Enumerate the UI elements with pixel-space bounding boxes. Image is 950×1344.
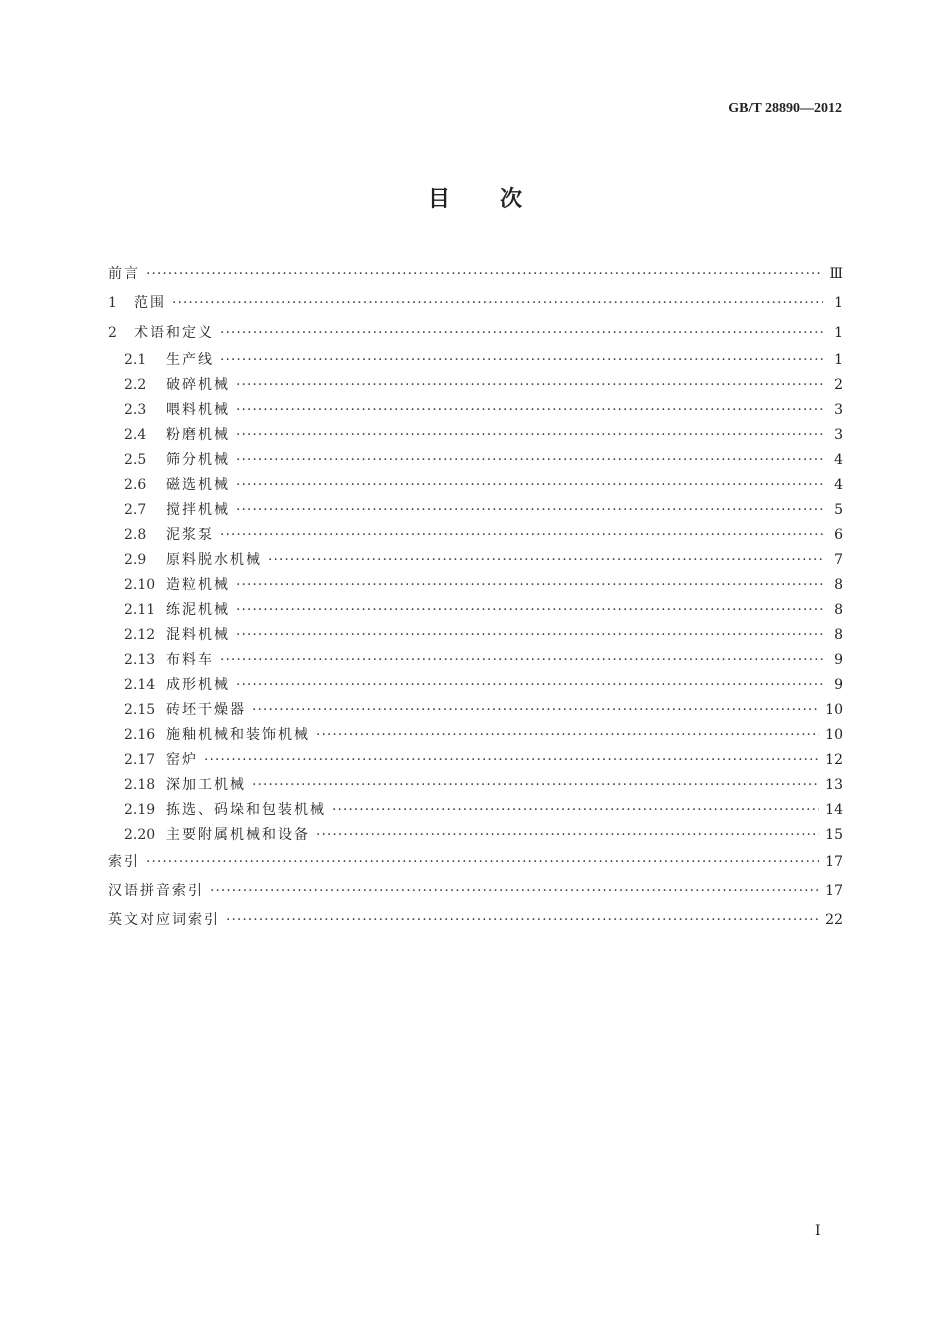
- dot-leader: [220, 648, 823, 673]
- toc-entry-number: 2.3: [124, 401, 147, 418]
- standard-number: GB/T 28890—2012: [728, 101, 842, 116]
- toc-entry[interactable]: [108, 548, 843, 573]
- toc-entry[interactable]: [108, 289, 843, 318]
- toc-entry-label: 搅拌机械: [166, 501, 230, 518]
- dot-leader: [146, 260, 823, 289]
- dot-leader: [252, 773, 819, 798]
- toc-entry-label: 原料脱水机械: [166, 551, 262, 568]
- toc-entry-page: Ⅲ: [829, 266, 843, 282]
- toc-entry[interactable]: [108, 260, 843, 289]
- toc-entry-label: 范围: [134, 295, 166, 312]
- toc-entry-label: 磁选机械: [166, 476, 230, 493]
- toc-entry-page: 5: [834, 501, 843, 518]
- toc-entry-page: 1: [834, 295, 843, 312]
- toc-entry-label: 索引: [108, 853, 140, 870]
- toc-entry-page: 8: [834, 576, 843, 593]
- toc-entry[interactable]: [108, 473, 843, 498]
- toc-entry-label: 生产线: [166, 351, 214, 368]
- toc-entry[interactable]: [108, 823, 843, 848]
- toc-entry-page: 3: [834, 426, 843, 443]
- toc-entry-number: 2.18: [124, 776, 156, 793]
- toc-entry-number: 2.5: [124, 451, 147, 468]
- toc-entry[interactable]: [108, 319, 843, 348]
- toc-entry-number: 2.19: [124, 801, 156, 818]
- toc-entry[interactable]: [108, 906, 843, 935]
- dot-leader: [316, 723, 819, 748]
- toc-entry-page: 9: [834, 676, 843, 693]
- toc-entry-label: 施釉机械和装饰机械: [166, 726, 310, 743]
- dot-leader: [236, 373, 823, 398]
- toc-entry-page: 10: [825, 726, 843, 743]
- dot-leader: [236, 473, 823, 498]
- toc-entry-number: 2.4: [124, 426, 147, 443]
- toc-entry[interactable]: [108, 448, 843, 473]
- toc-entry[interactable]: [108, 748, 843, 773]
- toc-entry-page: 9: [834, 651, 843, 668]
- dot-leader: [204, 748, 819, 773]
- toc-entry-label: 砖坯干燥器: [166, 701, 246, 718]
- page-title: 目次: [427, 186, 572, 212]
- toc-entry-label: 汉语拼音索引: [108, 883, 204, 900]
- dot-leader: [220, 523, 823, 548]
- toc-entry-label: 混料机械: [166, 626, 230, 643]
- toc-entry-number: 2.15: [124, 701, 156, 718]
- toc-entry[interactable]: [108, 523, 843, 548]
- toc-entry-page: 6: [834, 526, 843, 543]
- toc-entry-label: 练泥机械: [166, 601, 230, 618]
- toc-entry[interactable]: [108, 723, 843, 748]
- toc-entry[interactable]: [108, 573, 843, 598]
- toc-entry-number: 2.11: [124, 601, 156, 618]
- toc-entry[interactable]: [108, 373, 843, 398]
- toc-entry-number: 2.7: [124, 501, 147, 518]
- toc-entry-number: 2.10: [124, 576, 156, 593]
- toc-entry-page: 22: [825, 912, 843, 929]
- toc-entry-label: 粉磨机械: [166, 426, 230, 443]
- toc-entry-number: 2.1: [124, 351, 147, 368]
- toc-entry[interactable]: [108, 877, 843, 906]
- toc-entry-label: 术语和定义: [134, 324, 214, 341]
- dot-leader: [236, 623, 823, 648]
- toc-entry-page: 1: [834, 351, 843, 368]
- dot-leader: [220, 348, 823, 373]
- dot-leader: [332, 798, 819, 823]
- toc-entry-number: 2.12: [124, 626, 156, 643]
- toc-entry-page: 4: [834, 451, 843, 468]
- toc-entry[interactable]: [108, 673, 843, 698]
- dot-leader: [236, 398, 823, 423]
- toc-entry[interactable]: [108, 848, 843, 877]
- toc-entry-page: 13: [825, 776, 843, 793]
- toc-entry-page: 1: [834, 324, 843, 341]
- dot-leader: [268, 548, 823, 573]
- dot-leader: [146, 848, 819, 877]
- dot-leader: [316, 823, 819, 848]
- dot-leader: [226, 906, 819, 935]
- dot-leader: [236, 498, 823, 523]
- toc-entry[interactable]: [108, 623, 843, 648]
- toc-entry-label: 拣选、码垛和包装机械: [166, 801, 326, 818]
- toc-entry[interactable]: [108, 348, 843, 373]
- toc-entry-number: 2.16: [124, 726, 156, 743]
- toc-entry[interactable]: [108, 423, 843, 448]
- toc-entry-label: 喂料机械: [166, 401, 230, 418]
- toc-entry[interactable]: [108, 773, 843, 798]
- toc-entry-label: 泥浆泵: [166, 526, 214, 543]
- toc-entry[interactable]: [108, 698, 843, 723]
- table-of-contents: [108, 260, 843, 936]
- toc-entry-page: 7: [834, 551, 843, 568]
- toc-entry-page: 3: [834, 401, 843, 418]
- toc-entry-label: 成形机械: [166, 676, 230, 693]
- dot-leader: [236, 598, 823, 623]
- toc-entry-number: 2.14: [124, 676, 156, 693]
- toc-entry-number: 2.17: [124, 751, 156, 768]
- dot-leader: [236, 573, 823, 598]
- dot-leader: [252, 698, 819, 723]
- toc-entry[interactable]: [108, 598, 843, 623]
- toc-entry-number: 2.20: [124, 826, 156, 843]
- toc-entry-number: 2.9: [124, 551, 147, 568]
- dot-leader: [172, 289, 823, 318]
- dot-leader: [210, 877, 819, 906]
- dot-leader: [220, 319, 823, 348]
- toc-entry-number: 1: [108, 295, 117, 312]
- toc-entry-page: 17: [825, 853, 843, 870]
- toc-entry[interactable]: [108, 398, 843, 423]
- toc-entry-page: 4: [834, 476, 843, 493]
- toc-entry-page: 8: [834, 626, 843, 643]
- toc-entry-page: 14: [825, 801, 843, 818]
- toc-entry-number: 2.8: [124, 526, 147, 543]
- toc-entry-number: 2.13: [124, 651, 156, 668]
- toc-entry-label: 深加工机械: [166, 776, 246, 793]
- toc-entry-number: 2.6: [124, 476, 147, 493]
- toc-entry-page: 2: [834, 376, 843, 393]
- toc-entry-label: 英文对应词索引: [108, 912, 220, 929]
- toc-entry-label: 造粒机械: [166, 576, 230, 593]
- page-number: I: [815, 1223, 821, 1239]
- toc-entry-label: 筛分机械: [166, 451, 230, 468]
- toc-entry[interactable]: [108, 648, 843, 673]
- toc-entry-page: 8: [834, 601, 843, 618]
- dot-leader: [236, 673, 823, 698]
- toc-entry-number: 2.2: [124, 376, 147, 393]
- toc-entry-label: 主要附属机械和设备: [166, 826, 310, 843]
- toc-entry-label: 窑炉: [166, 751, 198, 768]
- toc-entry-label: 前言: [108, 266, 140, 282]
- toc-entry-label: 布料车: [166, 651, 214, 668]
- toc-entry[interactable]: [108, 798, 843, 823]
- dot-leader: [236, 423, 823, 448]
- dot-leader: [236, 448, 823, 473]
- toc-entry-page: 10: [825, 701, 843, 718]
- toc-entry-page: 17: [825, 883, 843, 900]
- toc-entry-label: 破碎机械: [166, 376, 230, 393]
- toc-entry-number: 2: [108, 324, 117, 341]
- toc-entry[interactable]: [108, 498, 843, 523]
- toc-entry-page: 15: [825, 826, 843, 843]
- toc-entry-page: 12: [825, 751, 843, 768]
